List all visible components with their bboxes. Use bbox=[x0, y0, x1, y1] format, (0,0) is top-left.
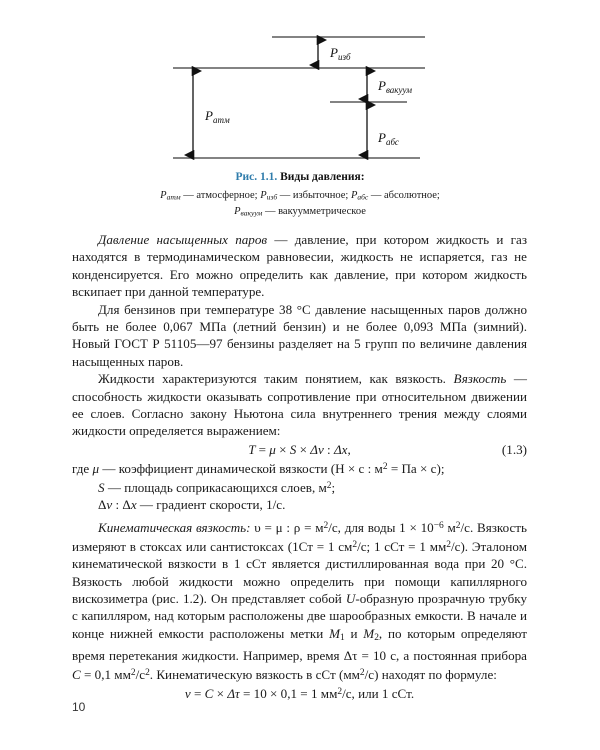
where-line-s: S — площадь соприкасающихся слоев, $м^2$; bbox=[98, 479, 336, 495]
term-saturated-vapor-pressure: Давление насыщенных паров bbox=[98, 232, 268, 247]
term-kinematic-viscosity: Кинематическая вязкость: bbox=[98, 520, 251, 536]
figure-caption-number: Рис. 1.1. bbox=[235, 171, 278, 183]
paragraph-kinematic-viscosity: Кинематическая вязкость: υ = μ : $\rho = м^2/с$, для воды $1 \times 10^{-6}$ $м^2/с$. Вязкость измеряют в стоксах или сантистоксах (1Ст = 1 $см^2/с$; 1 сСт = 1 $мм^2/с$). Эталоном кинематической вязкости в 1 сСт является дистиллированная вода при 20 °С. Вязкость любой жидкости можно определить при помощи капиллярного вискозиметра (рис. 1.2). Он представляет собой U-образную прозрачную трубку с капилляром, над которым расположены две шарообразных емкости. В начале и конце нижней емкости расположены метки $M_1$ и $M_2$, по которым определяют время перетекания жидкости. Например, время Δτ = 10 с, а постоянная прибора C = 0,1 $мм^2/с^2$. Кинематическую вязкость в сСт $(мм^2/с)$ находят по формуле: bbox=[72, 520, 528, 682]
label-izb: $P_{изб}$ bbox=[330, 45, 351, 62]
paragraph-gasoline: Для бензинов при температуре 38 °С давление насыщенных паров должно быть не более 0,067 МПа (летний бензин) и не более 0,093 МПа (зимний). Новый ГОСТ Р 51105—97 бензины разделяет на 5 групп по величине давления насыщенных паров. bbox=[72, 301, 527, 369]
label-abs: $P_{абс}$ bbox=[378, 130, 399, 147]
paragraph-viscosity bbox=[72, 370, 527, 440]
figure-caption bbox=[0, 170, 600, 185]
paragraph-saturated-vapor bbox=[72, 231, 527, 301]
equation-1-3-number: (1.3) bbox=[501, 441, 527, 457]
equation-1-3-body: T = μ × S × Δv : Δx, bbox=[248, 441, 351, 457]
figure-caption-title: Виды давления: bbox=[280, 171, 365, 183]
where-line-gradient: Δv : Δx — градиент скорости, 1/с. bbox=[98, 497, 286, 512]
body-text bbox=[72, 231, 527, 703]
where-definitions bbox=[72, 459, 527, 513]
label-atm: $P_{атм}$ bbox=[205, 108, 230, 125]
figure-legend-line-2: $P_{вакуум}$ — вакуумметрическое bbox=[234, 205, 366, 218]
paragraph-viscosity-lead: Жидкости характеризуются таким понятием, как вязкость. bbox=[98, 371, 454, 387]
label-vakuum: $P_{вакуум}$ bbox=[378, 78, 413, 95]
pressure-types-diagram bbox=[0, 22, 600, 162]
paragraph-saturated-vapor-rest: — давление, при котором жидкость и газ находятся в термодинамическом равновесии, жидкость не испаряется, газ не конденсируется. Его можно определить как давление, при котором жидкость вскипает при данной температуре. bbox=[72, 232, 527, 300]
figure-legend bbox=[0, 189, 600, 220]
figure-legend-line-1: $P_{атм}$ — атмосферное; $P_{изб}$ — избыточное; $P_{абс}$ — абсолютное; bbox=[160, 190, 440, 202]
where-line-mu: где μ — коэффициент динамической вязкости (Н × с : $м^2$ = Па × с); bbox=[72, 461, 445, 477]
paragraph-viscosity-rest: — способность жидкости оказывать сопротивление при относительном движении ее слоев. Согласно закону Ньютона сила внутреннего трения между слоями жидкости определяется выражением: bbox=[72, 371, 527, 439]
figure-block bbox=[0, 0, 600, 147]
page-number: 10 bbox=[72, 700, 86, 714]
equation-1-3 bbox=[72, 441, 527, 458]
equation-final bbox=[72, 684, 527, 702]
term-viscosity: Вязкость bbox=[453, 371, 507, 387]
equation-final-body: ν = C × Δτ = 10 × 0,1 = 1 $мм^2/с$, или 1 сСт. bbox=[184, 685, 415, 701]
